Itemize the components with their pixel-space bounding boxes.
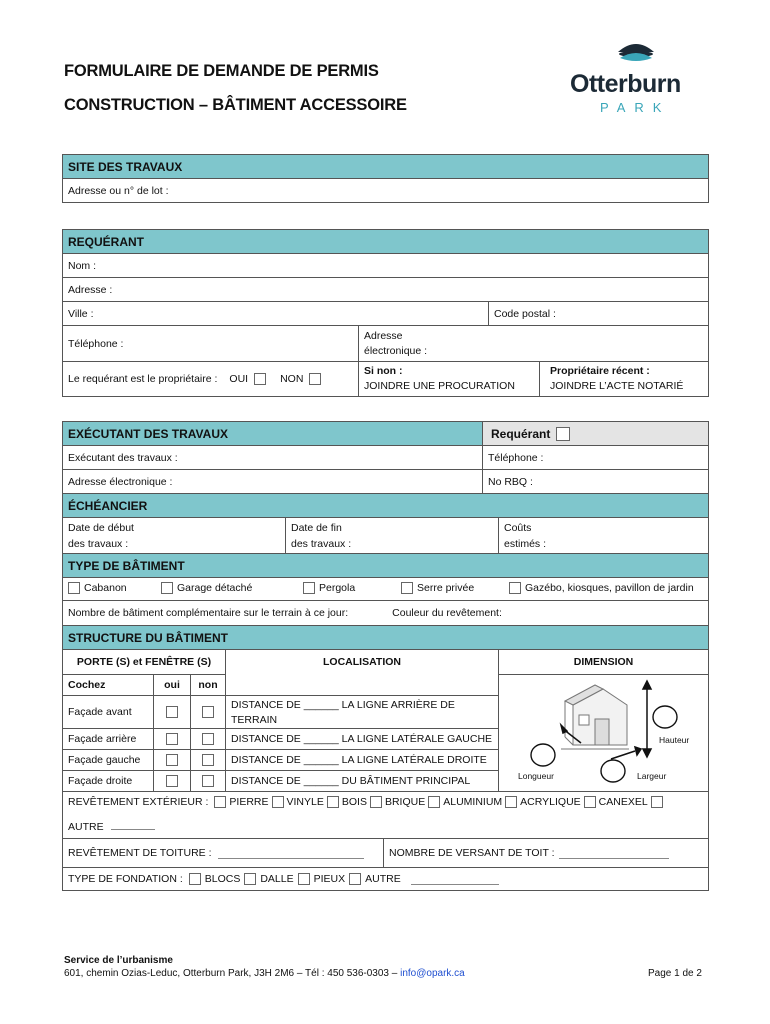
form-title-line1: FORMULAIRE DE DEMANDE DE PERMIS (64, 62, 379, 80)
toiture-field (62, 838, 384, 868)
distance-arriere-field[interactable] (225, 695, 499, 729)
fondation-label: TYPE DE FONDATION : (68, 873, 183, 885)
si-non-cell (358, 361, 540, 397)
fondation-field (62, 867, 709, 891)
footer-email-link[interactable]: info@opark.ca (400, 968, 465, 979)
bois-label: BOIS (341, 796, 367, 808)
acte-label: JOINDRE L’ACTE NOTARIÉ (550, 380, 684, 392)
couts-label-2: estimés : (504, 538, 547, 550)
pergola-label: Pergola (319, 582, 356, 594)
facade-droite-label: Façade droite (62, 770, 154, 792)
autre-label: AUTRE (68, 821, 104, 833)
footer-service: Service de l’urbanisme (64, 955, 173, 966)
telephone-label: Téléphone : (68, 337, 124, 350)
proprietaire-non-checkbox[interactable] (309, 373, 321, 385)
requerant-same-checkbox[interactable] (556, 427, 570, 441)
distance-gauche-field[interactable] (225, 728, 499, 750)
garage-checkbox[interactable] (161, 582, 173, 594)
date-fin-field[interactable] (285, 517, 499, 554)
proprietaire-oui-checkbox[interactable] (254, 373, 266, 385)
ville-label: Ville : (68, 307, 94, 320)
facade-arriere-oui-checkbox[interactable] (166, 733, 178, 745)
otterburn-logo (566, 34, 706, 118)
cabanon-label: Cabanon (84, 582, 127, 594)
portes-heading: PORTE (S) et FENÊTRE (S) (62, 649, 226, 675)
footer-contact (64, 968, 465, 979)
hauteur-label: Hauteur (659, 735, 690, 745)
facade-arriere-label: Façade arrière (62, 728, 154, 750)
autre-fondation-label: AUTRE (365, 873, 401, 885)
aluminium-checkbox[interactable] (428, 796, 440, 808)
fin-label-2: des travaux : (291, 538, 352, 550)
couts-label-1: Coûts (504, 522, 532, 534)
vinyle-label: VINYLE (286, 796, 324, 808)
debut-label-1: Date de début (68, 522, 134, 534)
dimension-diagram (498, 674, 709, 792)
pierre-label: PIERRE (229, 796, 269, 808)
oui-heading: oui (153, 674, 191, 696)
pieux-label: PIEUX (313, 873, 346, 885)
type-options-row (62, 577, 709, 601)
ville-field[interactable] (62, 301, 489, 326)
brique-checkbox[interactable] (370, 796, 382, 808)
serre-checkbox[interactable] (401, 582, 413, 594)
executant-requerant-cell (482, 421, 709, 446)
facade-gauche-label: Façade gauche (62, 749, 154, 771)
executant-email-label: Adresse électronique : (68, 475, 173, 488)
cochez-heading: Cochez (62, 674, 154, 696)
distance-principal-field[interactable] (225, 770, 499, 792)
type-heading: TYPE DE BÂTIMENT (62, 553, 709, 578)
code-postal-field[interactable] (488, 301, 709, 326)
page-number: Page 1 de 2 (648, 968, 702, 979)
executant-email-field[interactable] (62, 469, 483, 494)
dalle-checkbox[interactable] (244, 873, 256, 885)
recent-label: Propriétaire récent : (550, 365, 650, 377)
si-non-label: Si non : (364, 365, 403, 377)
couts-field[interactable] (498, 517, 709, 554)
bois-checkbox[interactable] (327, 796, 339, 808)
debut-label-2: des travaux : (68, 538, 129, 550)
logo-subtext: PARK (600, 100, 671, 115)
nombre-couleur-row[interactable] (62, 600, 709, 626)
distance-arriere-label-1: DISTANCE DE ______ LA LIGNE ARRIÈRE DE (231, 699, 455, 711)
executant-telephone-label: Téléphone : (488, 451, 544, 464)
echeancier-heading: ÉCHÉANCIER (62, 493, 709, 518)
revetement-exterieur-label: REVÊTEMENT EXTÉRIEUR : (68, 796, 209, 808)
brique-label: BRIQUE (384, 796, 426, 808)
nombre-label: Nombre de bâtiment complémentaire sur le terrain à ce jour: (68, 607, 349, 619)
facade-gauche-oui-checkbox[interactable] (166, 754, 178, 766)
proprietaire-recent-cell (539, 361, 709, 397)
facade-avant-label: Façade avant (62, 695, 154, 729)
blocs-label: BLOCS (204, 873, 241, 885)
non-heading: non (190, 674, 226, 696)
largeur-label: Largeur (637, 771, 667, 781)
gazebo-checkbox[interactable] (509, 582, 521, 594)
site-heading: SITE DES TRAVAUX (62, 154, 709, 179)
structure-heading: STRUCTURE DU BÂTIMENT (62, 625, 709, 650)
footer-address: 601, chemin Ozias-Leduc, Otterburn Park, J3H 2M6 – Tél : 450 536-0303 – (64, 968, 401, 979)
autre-revetement-input[interactable] (111, 819, 155, 830)
serre-label: Serre privée (417, 582, 475, 594)
facade-droite-oui-checkbox[interactable] (166, 775, 178, 787)
vinyle-checkbox[interactable] (272, 796, 284, 808)
toiture-input[interactable] (218, 848, 364, 859)
telephone-field[interactable] (62, 325, 359, 362)
non-label: NON (280, 373, 304, 385)
dimension-heading: DIMENSION (498, 649, 709, 675)
pergola-checkbox[interactable] (303, 582, 315, 594)
executant-label: Exécutant des travaux : (68, 451, 178, 464)
facade-avant-non-checkbox[interactable] (202, 706, 214, 718)
versant-label: NOMBRE DE VERSANT DE TOIT : (389, 847, 555, 859)
blocs-checkbox[interactable] (189, 873, 201, 885)
facade-droite-non-checkbox[interactable] (202, 775, 214, 787)
versant-field (383, 838, 709, 868)
versant-input[interactable] (559, 848, 669, 859)
revetement-exterieur-field (62, 791, 709, 839)
date-debut-field[interactable] (62, 517, 286, 554)
distance-arriere-label-2: TERRAIN (231, 714, 278, 726)
fin-label-1: Date de fin (291, 522, 342, 534)
aluminium-label: ALUMINIUM (443, 796, 503, 808)
localisation-heading: LOCALISATION (225, 649, 499, 675)
form-title-line2: CONSTRUCTION – BÂTIMENT ACCESSOIRE (64, 96, 407, 114)
adresse-label: Adresse : (68, 283, 113, 296)
code-postal-label: Code postal : (494, 307, 556, 320)
rbq-field[interactable] (482, 469, 709, 494)
acrylique-checkbox[interactable] (505, 796, 517, 808)
garage-label: Garage détaché (177, 582, 253, 594)
nom-label: Nom : (68, 259, 97, 272)
autre-revetement-checkbox[interactable] (651, 796, 663, 808)
proprietaire-label: Le requérant est le propriétaire : (68, 373, 218, 385)
distance-droite-field[interactable] (225, 749, 499, 771)
executant-telephone-field[interactable] (482, 445, 709, 470)
distance-gauche-label: DISTANCE DE ______ LA LIGNE LATÉRALE GAUCHE (231, 733, 493, 745)
distance-droite-label: DISTANCE DE ______ LA LIGNE LATÉRALE DROITE (231, 754, 487, 766)
adresse-field[interactable] (62, 277, 709, 302)
site-address-field[interactable] (62, 178, 709, 203)
email-label-line1: Adresse (364, 330, 403, 342)
rbq-label: No RBQ : (488, 475, 533, 488)
distance-principal-label: DISTANCE DE ______ DU BÂTIMENT PRINCIPAL (231, 775, 471, 787)
executant-field[interactable] (62, 445, 483, 470)
pieux-checkbox[interactable] (298, 873, 310, 885)
gazebo-label: Gazébo, kiosques, pavillon de jardin (525, 582, 694, 594)
autre-fondation-checkbox[interactable] (349, 873, 361, 885)
facade-gauche-non-checkbox[interactable] (202, 754, 214, 766)
proprietaire-row (62, 361, 359, 397)
nom-field[interactable] (62, 253, 709, 278)
autre-fondation-input[interactable] (411, 874, 499, 885)
requerant-same-label: Requérant (491, 426, 551, 441)
logo-text: Otterburn (570, 70, 681, 98)
procuration-label: JOINDRE UNE PROCURATION (364, 380, 515, 392)
couleur-label: Couleur du revêtement: (392, 607, 502, 619)
canexel-checkbox[interactable] (584, 796, 596, 808)
executant-heading: EXÉCUTANT DES TRAVAUX (62, 421, 483, 446)
oui-label: OUI (229, 373, 249, 385)
toiture-label: REVÊTEMENT DE TOITURE : (68, 847, 212, 859)
longueur-label: Longueur (518, 771, 554, 781)
acrylique-label: ACRYLIQUE (520, 796, 581, 808)
site-address-label: Adresse ou n° de lot : (68, 184, 169, 197)
email-field[interactable] (358, 325, 709, 362)
pierre-checkbox[interactable] (214, 796, 226, 808)
dalle-label: DALLE (260, 873, 294, 885)
canexel-label: CANEXEL (598, 796, 648, 808)
cabanon-checkbox[interactable] (68, 582, 80, 594)
requerant-heading: REQUÉRANT (62, 229, 709, 254)
email-label-line2: électronique : (364, 345, 428, 357)
facade-avant-oui-checkbox[interactable] (166, 706, 178, 718)
facade-arriere-non-checkbox[interactable] (202, 733, 214, 745)
